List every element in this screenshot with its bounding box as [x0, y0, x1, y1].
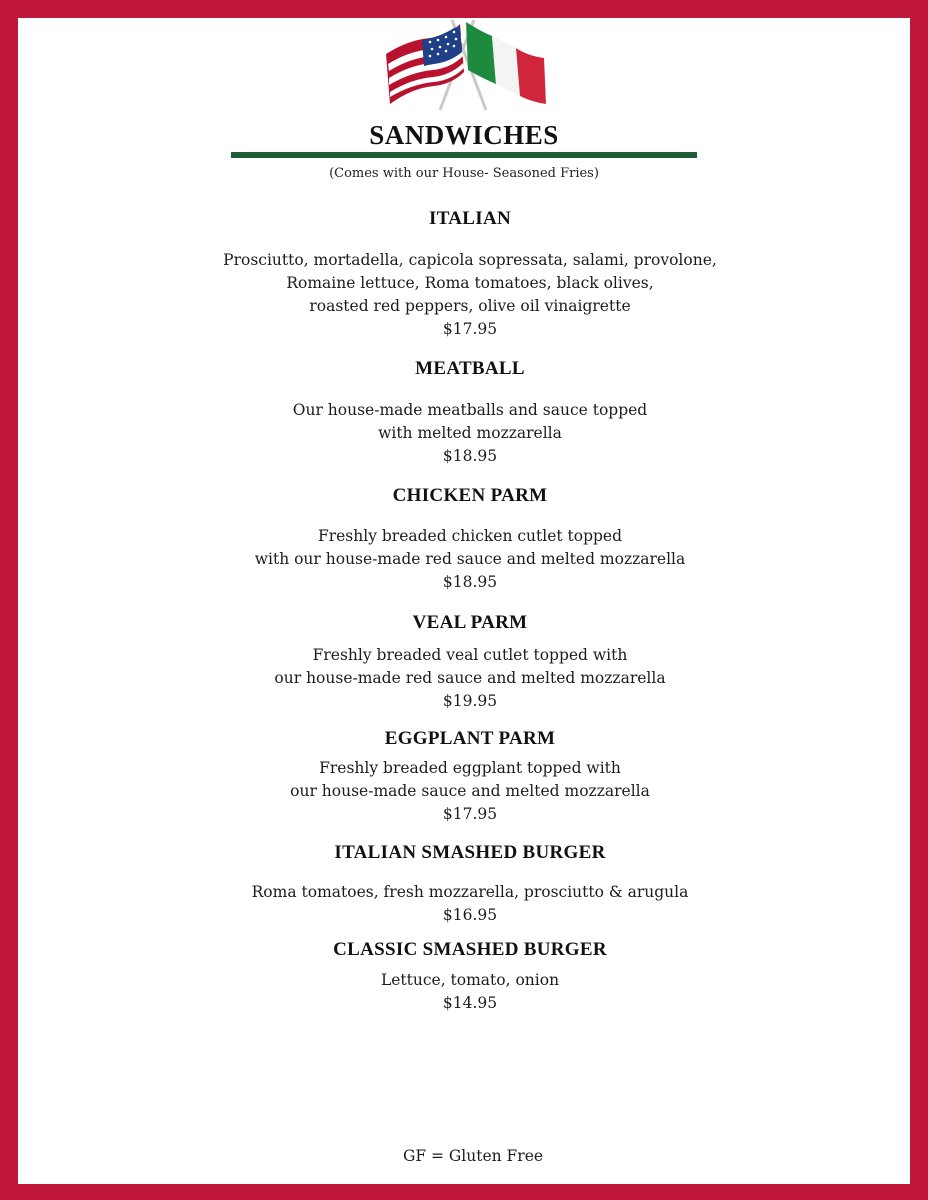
- menu-item-name: CHICKEN PARM: [392, 485, 548, 506]
- menu-item-line: with melted mozzarella: [378, 424, 562, 442]
- menu-item-name: MEATBALL: [415, 358, 525, 379]
- menu-item-line: roasted red peppers, olive oil vinaigrette: [309, 297, 631, 315]
- menu-item-description: [0, 969, 928, 1015]
- gluten-free-legend: GF = Gluten Free: [402, 1147, 544, 1165]
- menu-item-price: $16.95: [442, 906, 498, 924]
- menu-item-price: $19.95: [442, 692, 498, 710]
- menu-item-name: VEAL PARM: [412, 612, 528, 633]
- menu-item-price: $18.95: [442, 447, 498, 465]
- menu-item-description: [0, 525, 928, 594]
- menu-item-name: CLASSIC SMASHED BURGER: [333, 939, 607, 960]
- menu-item-line: Our house-made meatballs and sauce topped: [292, 401, 648, 419]
- menu-item-name: ITALIAN SMASHED BURGER: [334, 842, 606, 863]
- menu-item-name: EGGPLANT PARM: [384, 728, 556, 749]
- section-title: SANDWICHES: [369, 120, 559, 150]
- menu-item-description: [0, 757, 928, 826]
- menu-item-name: ITALIAN: [429, 208, 511, 229]
- menu-item-price: $18.95: [442, 573, 498, 591]
- menu-item-line: Freshly breaded chicken cutlet topped: [317, 527, 623, 545]
- menu-item-line: Prosciutto, mortadella, capicola sopressata, salami, provolone,: [223, 251, 717, 269]
- menu-item-line: with our house-made red sauce and melted mozzarella: [254, 550, 686, 568]
- title-underline: [231, 152, 697, 158]
- section-subtitle: (Comes with our House- Seasoned Fries): [329, 166, 599, 181]
- menu-item-line: Lettuce, tomato, onion: [380, 971, 560, 989]
- menu-item-line: Romaine lettuce, Roma tomatoes, black olives,: [286, 274, 654, 292]
- menu-item-description: [0, 881, 928, 927]
- menu-item-line: Roma tomatoes, fresh mozzarella, prosciutto & arugula: [251, 883, 689, 901]
- menu-item-price: $17.95: [442, 805, 498, 823]
- menu-item-line: our house-made red sauce and melted mozzarella: [274, 669, 666, 687]
- menu-item-description: [0, 644, 928, 713]
- menu-item-line: Freshly breaded veal cutlet topped with: [312, 646, 628, 664]
- menu-item-description: [0, 399, 928, 468]
- menu-item-price: $14.95: [442, 994, 498, 1012]
- menu-item-description: [0, 249, 928, 341]
- menu-item-price: $17.95: [442, 320, 498, 338]
- menu-item-line: Freshly breaded eggplant topped with: [319, 759, 621, 777]
- crossed-flags-icon: [378, 18, 550, 114]
- menu-item-line: our house-made sauce and melted mozzarella: [290, 782, 650, 800]
